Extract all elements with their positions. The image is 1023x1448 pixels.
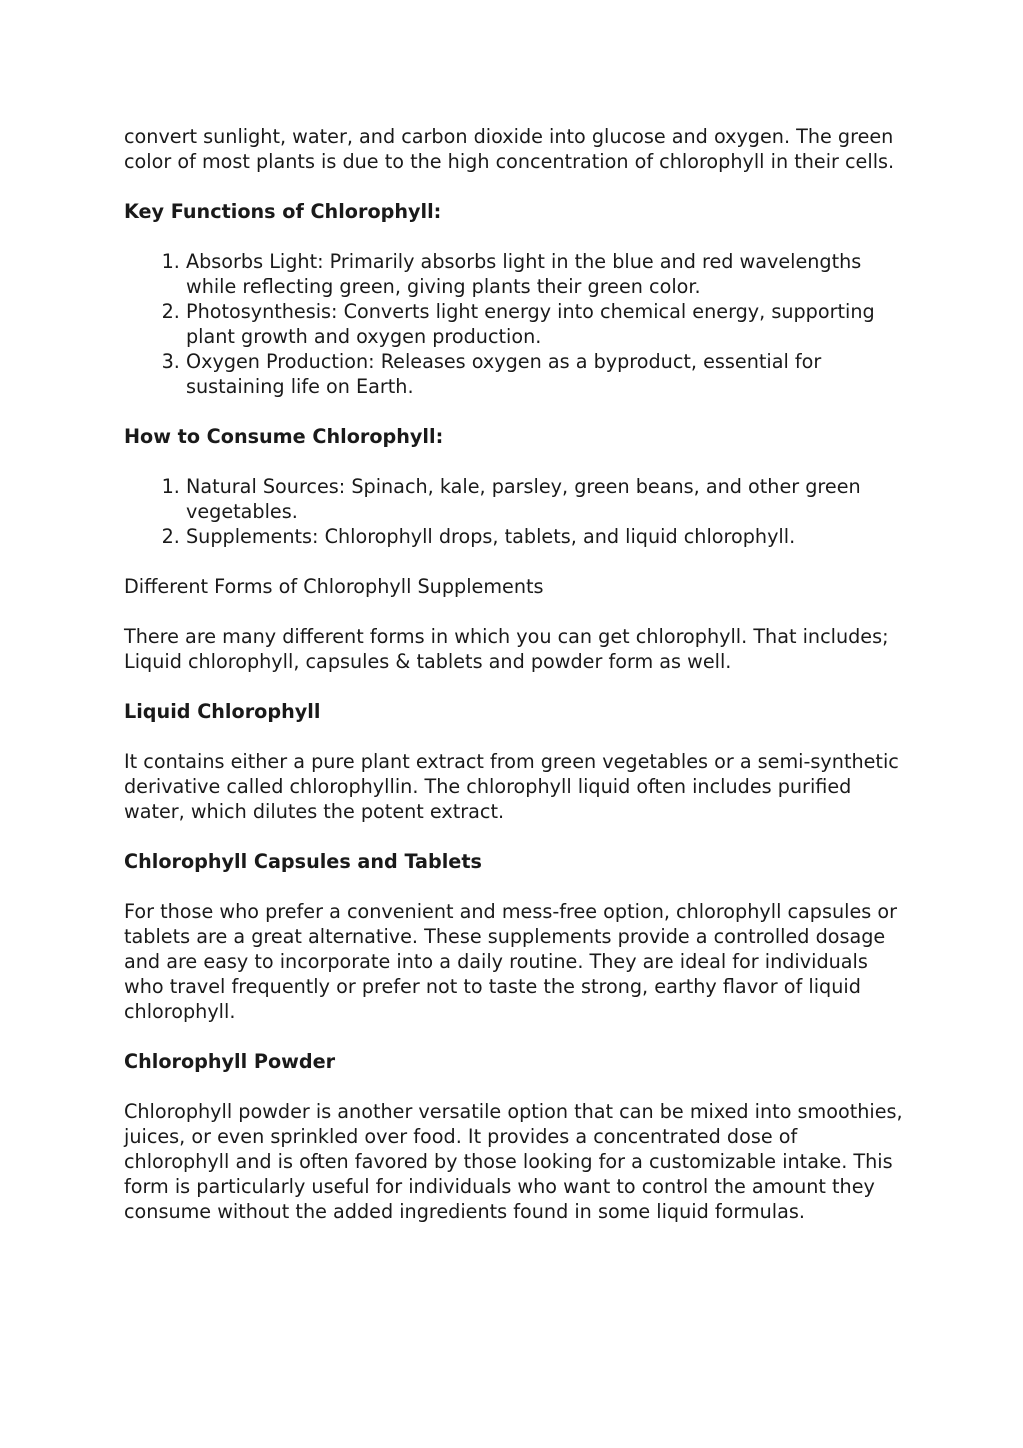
liquid-paragraph: It contains either a pure plant extract from green vegetables or a semi-synthetic derivative called chlorophyllin. The chlorophyll liquid often includes purified water, which dilutes the potent extract. — [124, 750, 899, 823]
how-to-consume-list — [124, 474, 904, 549]
powder-paragraph: Chlorophyll powder is another versatile option that can be mixed into smoothies, juices, or even sprinkled over food. It provides a concentrated dose of chlorophyll and is often favored by those looking for a customizable intake. This form is particularly useful for individuals who want to control the amount they consume without the added ingredients found in some liquid formulas. — [124, 1100, 903, 1223]
liquid-heading: Liquid Chlorophyll — [124, 700, 321, 723]
capsules-heading: Chlorophyll Capsules and Tablets — [124, 850, 482, 873]
document-page — [124, 124, 904, 1249]
capsules-paragraph: For those who prefer a convenient and mess-free option, chlorophyll capsules or tablets are a great alternative. These supplements provide a controlled dosage and are easy to incorporate into a daily routine. They are ideal for individuals who travel frequently or prefer not to taste the strong, earthy flavor of liquid chlorophyll. — [124, 900, 897, 1023]
list-item: 1. Absorbs Light: Primarily absorbs light in the blue and red wavelengths while reflecting green, giving plants their green color. — [186, 249, 904, 299]
list-item: 1. Natural Sources: Spinach, kale, parsley, green beans, and other green vegetables. — [186, 474, 904, 524]
forms-paragraph: There are many different forms in which you can get chlorophyll. That includes; Liquid chlorophyll, capsules & tablets and powder form as well. — [124, 625, 889, 673]
list-item: 2. Photosynthesis: Converts light energy into chemical energy, supporting plant growth and oxygen production. — [186, 299, 904, 349]
powder-heading: Chlorophyll Powder — [124, 1050, 336, 1073]
how-to-consume-heading: How to Consume Chlorophyll: — [124, 425, 444, 448]
list-item: 2. Supplements: Chlorophyll drops, tablets, and liquid chlorophyll. — [186, 524, 904, 549]
key-functions-heading: Key Functions of Chlorophyll: — [124, 200, 442, 223]
intro-paragraph: convert sunlight, water, and carbon dioxide into glucose and oxygen. The green color of most plants is due to the high concentration of chlorophyll in their cells. — [124, 125, 895, 173]
list-item: 3. Oxygen Production: Releases oxygen as a byproduct, essential for sustaining life on Earth. — [186, 349, 904, 399]
forms-title: Different Forms of Chlorophyll Supplements — [124, 575, 544, 598]
key-functions-list — [124, 249, 904, 399]
